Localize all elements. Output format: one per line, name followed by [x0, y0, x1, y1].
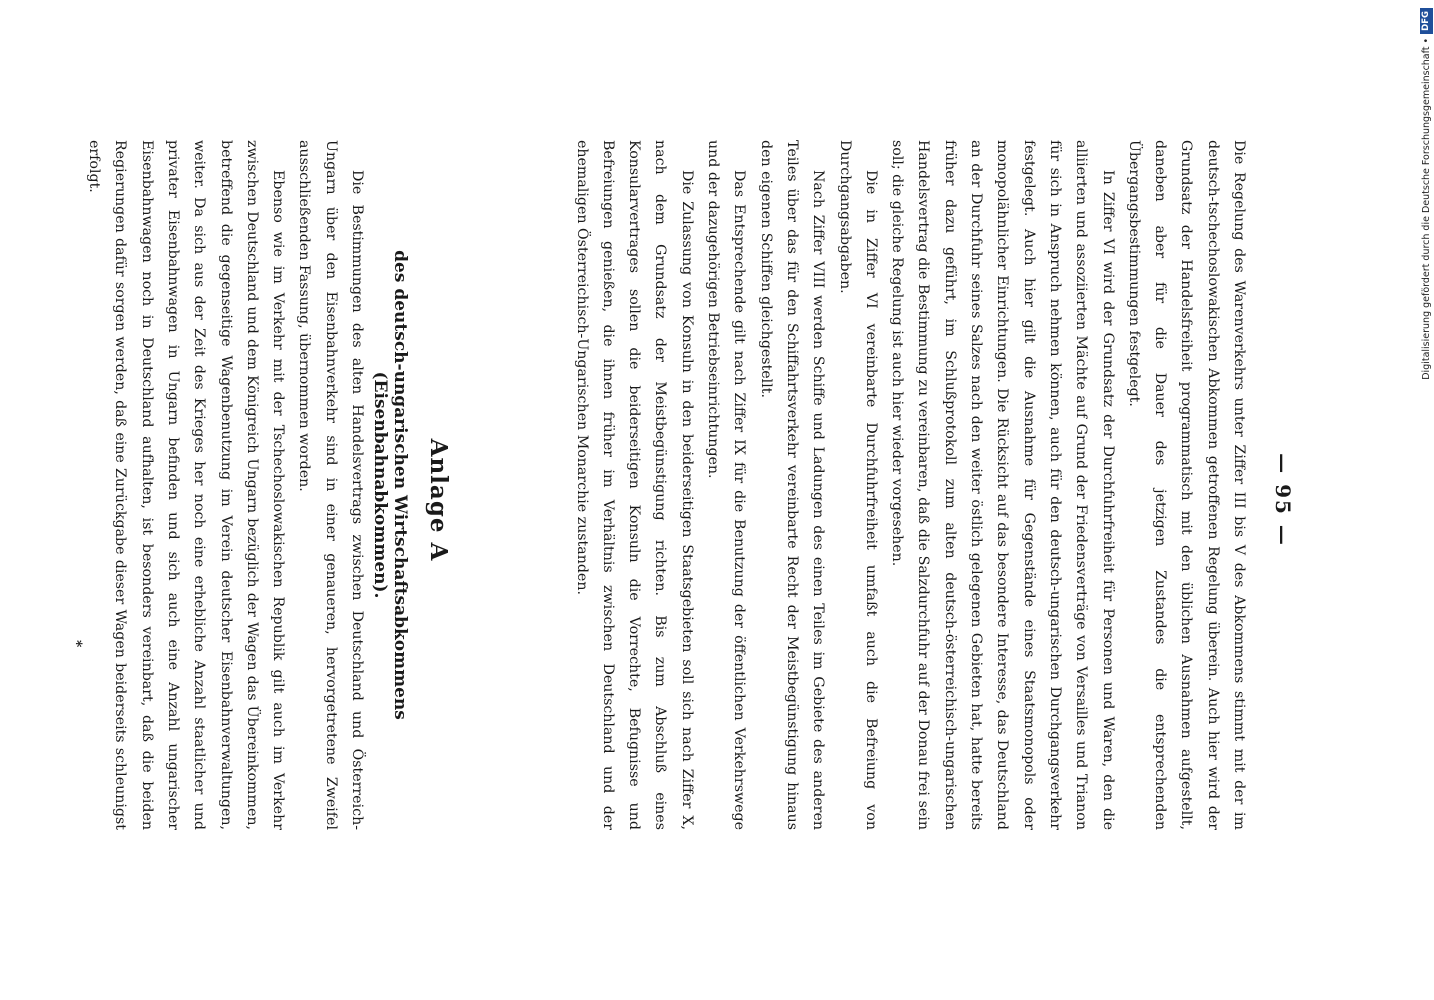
- paragraph: Die Bestimmungen des alten Handelsvertrags zwischen Deutschland und Österreich-Ungarn über den Eisenbahnverkehr sind in einer genaueren, hervorgetretene Zweifel ausschließenden Fassung, übernommen worden.: [296, 140, 365, 830]
- annex-subtitle: des deutsch-ungarischen Wirtschaftsabkommens (Eisenbahnabkommen).: [370, 250, 410, 720]
- paragraph: Ebenso wie im Verkehr mit der Tschechoslowakischen Republik gilt auch im Verkehr zwischen Deutschland und dem Königreich Ungarn bezüglich der Wagen das Übereinkommen, betreffend die gegenseitige Wagenbenutzung im Verein deutscher Eisenbahnverwaltungen, weiter. Da sich aus der Zeit des Krieges her noch eine erhebliche Anzahl staatlicher und privater Eisenbahnwagen in Ungarn befinden und sich auch eine Anzahl ungarischer Eisenbahnwagen noch in Deutschland aufhalten, ist besonders vereinbart, daß die beiden Regierungen dafür sorgen werden, daß eine Zurückgabe dieser Wagen beiderseits schleunigst erfolgt.: [86, 140, 287, 830]
- annex-text-section: [81, 140, 370, 830]
- paragraph: Die Zulassung von Konsuln in den beiderseitigen Staatsgebieten soll sich nach Ziffer X, nach dem Grundsatz der Meistbegünstigung richten. Bis zum Abschluß eines Konsularvertrages sollen die beiderseitigen Konsuln die Vorrechte, Befugnisse und Befreiungen genießen, die ihnen früher im Verhältnis zwischen Deutschland und der ehemaligen Österreichisch-Ungarischen Monarchie zustanden.: [573, 140, 695, 830]
- paragraph: In Ziffer VI wird der Grundsatz der Durchfuhrfreiheit für Personen und Waren, den die alliierten und assoziierten Mächte auf Grund der Friedensverträge von Versailles und Trianon für sich in Anspruch nehmen können, auch für den deutsch-ungarischen Durchgangsverkehr festgelegt. Auch hier gilt die Ausnahme für Gegenstände eines Staatsmonopols oder monopolähnlicher Einrichtungen. Die Rücksicht auf das besondere Interesse, das Deutschland an der Durchfuhr seines Salzes nach den weiter östlich gelegenen Gebieten hat, hatte bereits früher dazu geführt, im Schlußprotokoll zum alten deutsch-österreichisch-ungarischen Handelsvertrag die Bestimmung zu vereinbaren, daß die Salzdurchfuhr auf der Donau frei sein soll; die gleiche Regelung ist auch hier wieder vorgesehen.: [889, 140, 1116, 830]
- rotated-page: [50, 0, 1370, 1000]
- paragraph: Die in Ziffer VI vereinbarte Durchfuhrfreiheit umfaßt auch die Befreiung von Durchgangsabgaben.: [836, 140, 879, 830]
- credit-text: Digitalisierung gefördert durch die Deutsche Forschungsgemeinschaft •: [1420, 37, 1432, 380]
- signature-mark: *: [68, 640, 84, 648]
- paragraph: Das Entsprechende gilt nach Ziffer IX für die Benutzung der öffentlichen Verkehrswege und der dazugehörigen Betriebseinrichtungen.: [705, 140, 748, 830]
- annex-title: Anlage A: [425, 438, 452, 562]
- dfg-logo: DFG: [1420, 8, 1433, 34]
- paragraph: Die Regelung des Warenverkehrs unter Ziffer III bis V des Abkommens stimmt mit der im deutsch-tschechoslowakischen Abkommen getroffenen Regelung überein. Auch hier wird der Grundsatz der Handelsfreiheit programmatisch mit den üblichen Ausnahmen aufgestellt, daneben aber für die Dauer des jetzigen Zustandes die entsprechenden Übergangsbestimmungen festgelegt.: [1125, 140, 1247, 830]
- page-number: — 95 —: [1271, 453, 1295, 547]
- main-text-section: [568, 140, 1252, 830]
- digitization-credit: [1418, 8, 1434, 988]
- paragraph: Nach Ziffer VIII werden Schiffe und Ladungen des einen Teiles im Gebiete des anderen Teiles über das für den Schiffahrtsverkehr vereinbarte Recht der Meistbegünstigung hinaus den eigenen Schiffen gleichgestellt.: [757, 140, 827, 830]
